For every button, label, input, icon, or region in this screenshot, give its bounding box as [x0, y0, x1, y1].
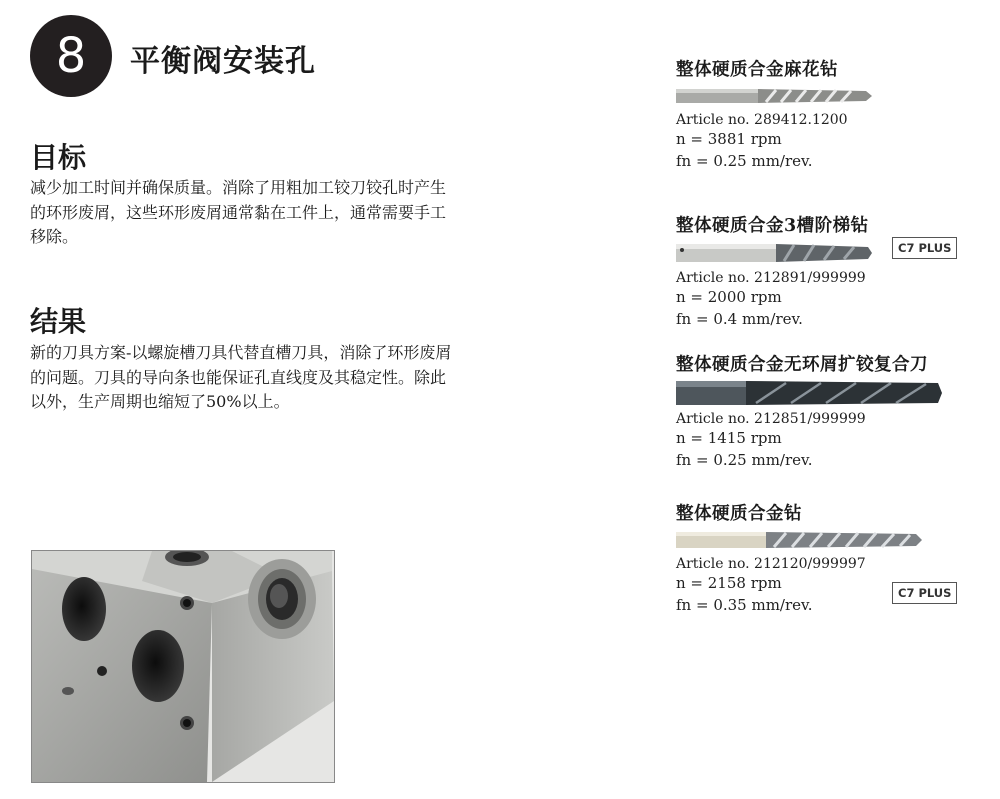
article-number: Article no. 212120/999997: [676, 556, 866, 572]
tool-name: 整体硬质合金钻: [676, 504, 802, 524]
twist-drill-image: [676, 84, 876, 108]
tool-item: [676, 351, 976, 471]
goal-line: 移除。: [30, 227, 79, 246]
feed-rate: fn = 0.4 mm/rev.: [676, 310, 803, 328]
feed-rate: fn = 0.35 mm/rev.: [676, 596, 813, 614]
tool-name: 整体硬质合金无环屑扩铰复合刀: [676, 355, 928, 375]
spindle-speed: n = 3881 rpm: [676, 130, 782, 148]
tool-name: 整体硬质合金3槽阶梯钻: [676, 216, 869, 236]
tool-item: [676, 212, 976, 330]
result-paragraph: [30, 341, 510, 415]
section-number-badge: [30, 15, 112, 97]
goal-line: 减少加工时间并确保质量。消除了用粗加工铰刀铰孔时产生: [30, 178, 447, 197]
result-line: 以外，生产周期也缩短了50%以上。: [30, 392, 290, 411]
valve-block-photo: [31, 550, 335, 783]
article-number: Article no. 212891/999999: [676, 270, 866, 286]
page-title: 平衡阀安装孔: [130, 44, 316, 79]
c7-plus-badge: C7 PLUS: [892, 582, 957, 604]
reamer-image: [676, 379, 946, 407]
goal-paragraph: [30, 176, 510, 250]
goal-heading: 目标: [30, 141, 87, 174]
goal-line: 的环形废屑，这些环形废屑通常黏在工件上，通常需要手工: [30, 202, 447, 222]
carbide-drill-image: [676, 528, 926, 552]
spindle-speed: n = 2158 rpm: [676, 574, 782, 592]
section-number: 8: [55, 28, 87, 84]
step-drill-image: [676, 240, 876, 266]
article-number: Article no. 212851/999999: [676, 411, 866, 427]
spindle-speed: n = 2000 rpm: [676, 288, 782, 306]
feed-rate: fn = 0.25 mm/rev.: [676, 152, 813, 170]
spindle-speed: n = 1415 rpm: [676, 429, 782, 447]
article-number: Article no. 289412.1200: [676, 112, 848, 128]
tool-name: 整体硬质合金麻花钻: [676, 60, 838, 80]
feed-rate: fn = 0.25 mm/rev.: [676, 451, 813, 469]
c7-plus-badge: C7 PLUS: [892, 237, 957, 259]
tool-item: [676, 56, 976, 172]
result-line: 新的刀具方案-以螺旋槽刀具代替直槽刀具，消除了环形废屑: [30, 343, 452, 362]
result-heading: 结果: [30, 305, 87, 338]
result-line: 的问题。刀具的导向条也能保证孔直线度及其稳定性。除此: [30, 367, 447, 387]
